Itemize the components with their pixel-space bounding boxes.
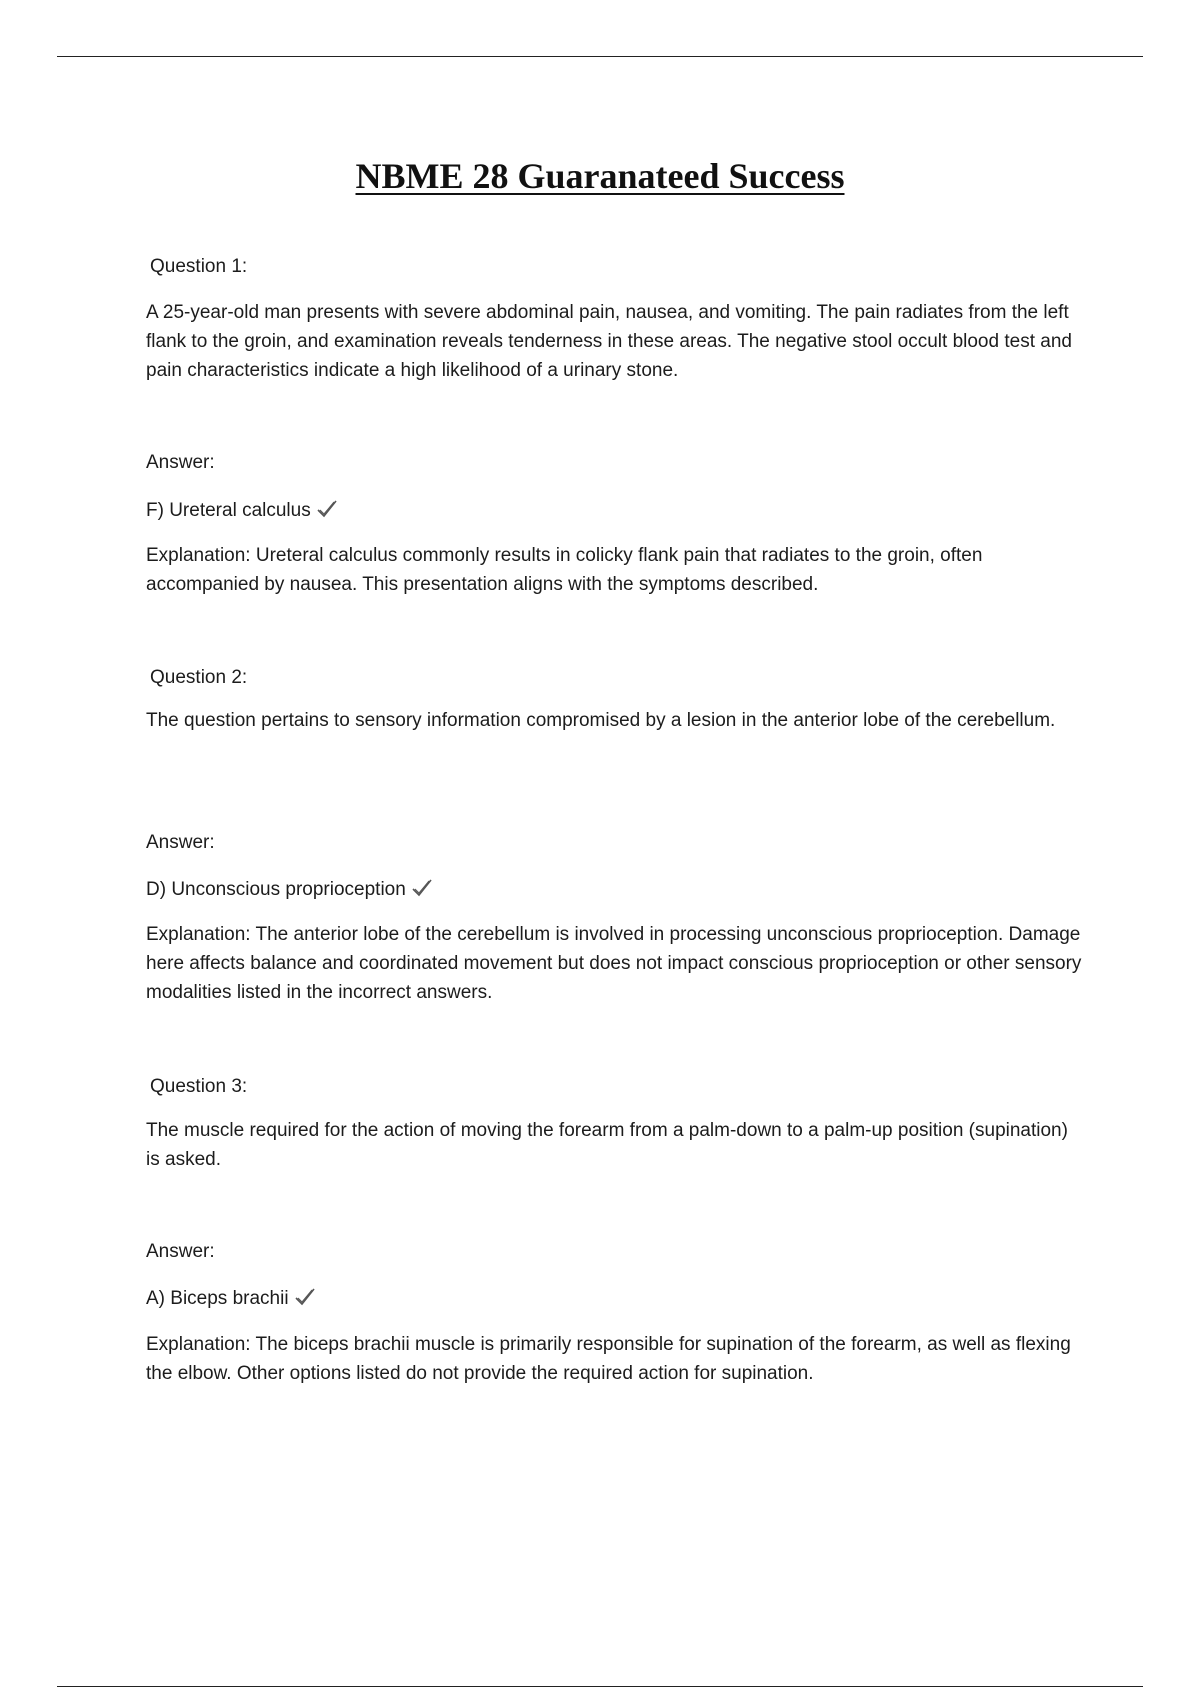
answer-text: A) Biceps brachii — [146, 1288, 289, 1309]
check-mark-icon — [294, 1287, 316, 1307]
answer-text: F) Ureteral calculus — [146, 500, 311, 521]
question-text: The muscle required for the action of moving the forearm from a palm-down to a palm-up position (supination) is asked. — [146, 1120, 1068, 1170]
question-label: Question 1: — [150, 256, 248, 277]
answer-label: Answer: — [146, 452, 215, 473]
check-mark-icon — [316, 499, 338, 519]
bottom-rule — [57, 1686, 1143, 1687]
check-mark-icon — [411, 878, 433, 898]
answer-label: Answer: — [146, 1241, 215, 1262]
top-rule — [57, 56, 1143, 57]
answer-text: D) Unconscious proprioception — [146, 879, 406, 900]
question-label: Question 2: — [150, 667, 248, 688]
question-text: A 25-year-old man presents with severe abdominal pain, nausea, and vomiting. The pain radiates from the left flank to the groin, and examination reveals tenderness in these areas. The negative stool occult blood test and pain characteristics indicate a high likelihood of a urinary stone. — [146, 302, 1072, 381]
answer-label: Answer: — [146, 832, 215, 853]
explanation-text: Explanation: The biceps brachii muscle is primarily responsible for supination of the forearm, as well as flexing the elbow. Other options listed do not provide the required action for supination. — [146, 1334, 1071, 1384]
question-label: Question 3: — [150, 1076, 248, 1097]
explanation-text: Explanation: The anterior lobe of the cerebellum is involved in processing unconscious proprioception. Damage here affects balance and coordinated movement but does not impact conscious proprioception or other sensory modalities listed in the incorrect answers. — [146, 924, 1082, 1003]
explanation-text: Explanation: Ureteral calculus commonly results in colicky flank pain that radiates to the groin, often accompanied by nausea. This presentation aligns with the symptoms described. — [146, 545, 983, 595]
answer-line — [146, 875, 1086, 904]
question-text: The question pertains to sensory information compromised by a lesion in the anterior lobe of the cerebellum. — [146, 710, 1056, 731]
answer-line — [146, 496, 1086, 525]
answer-line — [146, 1284, 1086, 1313]
document-title: NBME 28 Guaranateed Success — [355, 156, 845, 196]
